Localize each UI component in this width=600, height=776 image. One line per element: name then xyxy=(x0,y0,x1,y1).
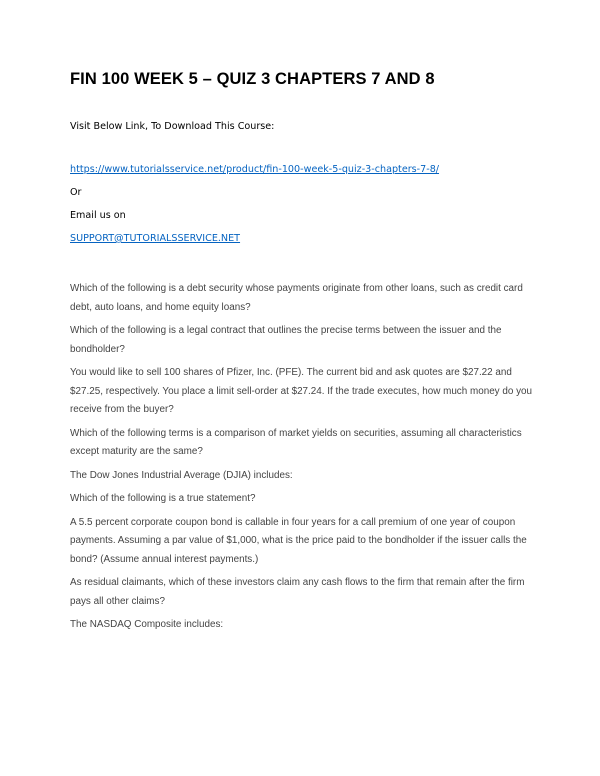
question-item: Which of the following is a true statement? xyxy=(70,493,256,504)
question-item: A 5.5 percent corporate coupon bond is callable in four years for a call premium of one year of coupon payments. Assuming a par value of $1,000, what is the price paid to the bondholder if the issuer calls the bond? (Assume annual interest payments.) xyxy=(70,516,527,565)
document-title: FIN 100 WEEK 5 – QUIZ 3 CHAPTERS 7 AND 8 xyxy=(70,70,435,88)
question-item: Which of the following terms is a comparison of market yields on securities, assuming all characteristics except maturity are the same? xyxy=(70,427,522,457)
question-item: The NASDAQ Composite includes: xyxy=(70,619,224,630)
question-item: Which of the following is a legal contract that outlines the precise terms between the issuer and the bondholder? xyxy=(70,325,502,355)
intro-text: Visit Below Link, To Download This Course: xyxy=(70,121,275,132)
question-item: Which of the following is a debt security whose payments originate from other loans, such as credit card debt, auto loans, and home equity loans? xyxy=(70,283,523,313)
question-item: You would like to sell 100 shares of Pfizer, Inc. (PFE). The current bid and ask quotes are $27.22 and $27.25, respectively. You place a limit sell-order at $27.24. If the trade executes, how much money do you receive from the buyer? xyxy=(70,367,533,415)
question-item: As residual claimants, which of these investors claim any cash flows to the firm that remain after the firm pays all other claims? xyxy=(70,577,525,607)
question-list xyxy=(70,280,532,640)
email-label: Email us on xyxy=(70,210,126,221)
question-item: The Dow Jones Industrial Average (DJIA) includes: xyxy=(70,469,293,481)
or-text: Or xyxy=(70,187,82,198)
email-link[interactable]: SUPPORT@TUTORIALSSERVICE.NET xyxy=(70,233,241,244)
product-link[interactable]: https://www.tutorialsservice.net/product/fin-100-week-5-quiz-3-chapters-7-8/ xyxy=(70,164,440,175)
